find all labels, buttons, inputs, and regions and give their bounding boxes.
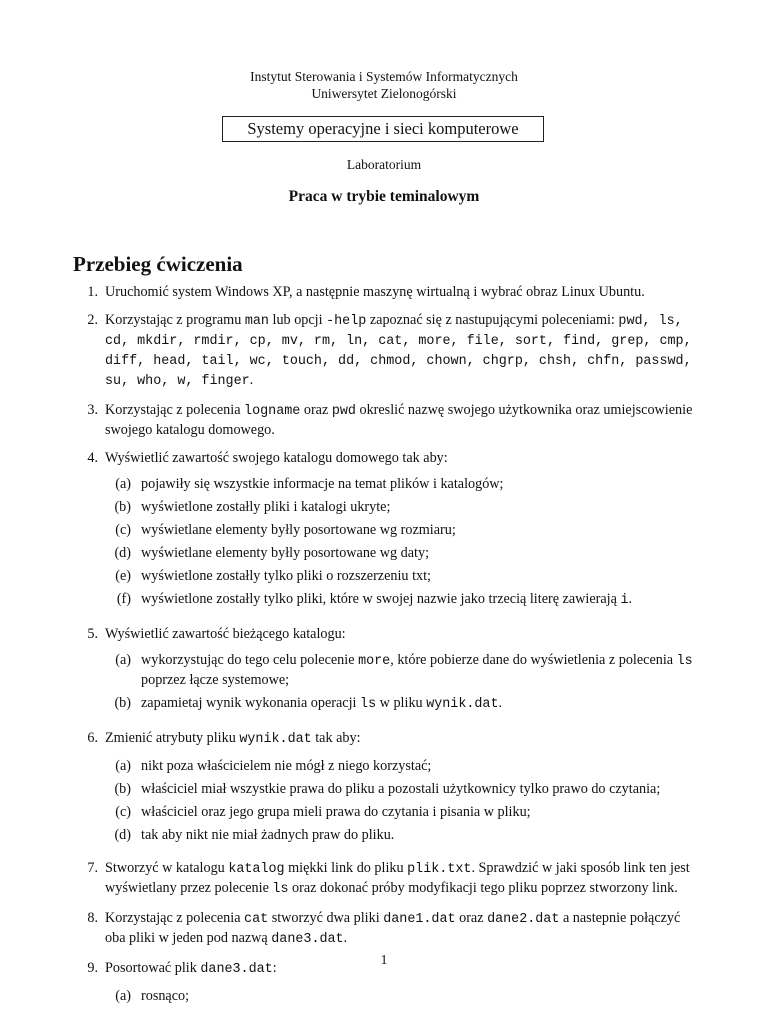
item-number: 9. bbox=[87, 960, 98, 976]
text-run: Korzystając z polecenia bbox=[105, 910, 245, 926]
list-item bbox=[73, 729, 695, 849]
section-title: Przebieg ćwiczenia bbox=[73, 252, 243, 276]
text-run: wykorzystując do tego celu polecenie bbox=[141, 652, 359, 668]
item-body bbox=[105, 401, 695, 439]
exercise-list bbox=[73, 283, 695, 1020]
text-run: . bbox=[498, 695, 503, 711]
inline-command: i bbox=[620, 593, 629, 608]
sub-item-text bbox=[141, 780, 695, 798]
item-text bbox=[105, 449, 695, 467]
sub-list-item bbox=[105, 780, 695, 798]
item-number: 7. bbox=[87, 860, 98, 876]
inline-command: dane1.dat bbox=[383, 912, 456, 927]
sub-list-item bbox=[105, 544, 695, 562]
text-run: Wyświetlić zawartość bieżącego katalogu: bbox=[105, 626, 346, 642]
sub-list-item bbox=[105, 757, 695, 775]
sub-list-item bbox=[105, 826, 695, 844]
item-text bbox=[105, 729, 695, 749]
inline-command: cat bbox=[244, 912, 269, 927]
inline-command: dane3.dat bbox=[271, 932, 344, 947]
text-run: stworzyć dwa pliki bbox=[268, 910, 384, 926]
text-run: wyświetlane elementy byłly posortowane wg rozmiaru; bbox=[141, 522, 456, 538]
inline-command: man bbox=[244, 314, 269, 329]
text-run: wyświetlone zostałly pliki i katalogi ukryte; bbox=[141, 499, 391, 515]
inline-command: ls bbox=[360, 697, 377, 712]
sub-item-label: (a) bbox=[115, 652, 131, 668]
item-body bbox=[105, 859, 695, 899]
sub-item-text bbox=[141, 987, 695, 1005]
list-item bbox=[73, 401, 695, 439]
sub-list bbox=[105, 475, 695, 610]
sub-item-label: (d) bbox=[114, 827, 131, 843]
lab-label: Laboratorium bbox=[346, 157, 422, 172]
text-run: Posortować plik bbox=[105, 960, 201, 976]
text-run: tak aby: bbox=[311, 730, 361, 746]
inline-command: plik.txt bbox=[407, 862, 472, 877]
sub-item-text bbox=[141, 498, 695, 516]
sub-list bbox=[105, 987, 695, 1005]
course-title-box: Systemy operacyjne i sieci komputerowe bbox=[222, 116, 544, 142]
item-text bbox=[105, 625, 695, 643]
item-body bbox=[105, 311, 695, 391]
sub-item-label: (c) bbox=[115, 522, 131, 538]
list-item bbox=[73, 311, 695, 391]
inline-command: ls bbox=[272, 882, 289, 897]
text-run: rosnąco; bbox=[141, 988, 190, 1004]
sub-item-label: (b) bbox=[114, 781, 131, 797]
item-number: 8. bbox=[87, 910, 98, 926]
sub-item-label: (b) bbox=[114, 695, 131, 711]
sub-item-text bbox=[141, 567, 695, 585]
text-run: . Sprawdzić w jaki sposób link ten jest wyświetlany przez polecenie bbox=[105, 860, 690, 896]
text-run: Zmienić atrybuty pliku bbox=[105, 730, 240, 746]
sub-item-text bbox=[141, 544, 695, 562]
text-run: pojawiły się wszystkie informacje na temat plików i katalogów; bbox=[141, 476, 504, 492]
inline-command: pwd, ls, cd, mkdir, rmdir, cp, mv, rm, ln, cat, more, file, sort, find, grep, cmp, diff, head, tail, wc, touch, dd, chmod, chown, chgrp, chsh, chfn, passwd, su, who, w, finger bbox=[105, 314, 692, 389]
sub-item-label: (d) bbox=[114, 545, 131, 561]
sub-item-label: (b) bbox=[114, 499, 131, 515]
text-run: miękki link do pliku bbox=[284, 860, 408, 876]
sub-list bbox=[105, 757, 695, 844]
inline-command: katalog bbox=[228, 862, 285, 877]
text-run: właściciel oraz jego grupa mieli prawa do czytania i pisania w pliku; bbox=[141, 804, 531, 820]
sub-item-text bbox=[141, 651, 695, 689]
sub-list-item bbox=[105, 498, 695, 516]
item-body bbox=[105, 625, 695, 719]
sub-item-label: (e) bbox=[115, 568, 131, 584]
item-body bbox=[105, 283, 695, 301]
inline-command: wynik.dat bbox=[426, 697, 499, 712]
item-text bbox=[105, 283, 695, 301]
sub-list-item bbox=[105, 521, 695, 539]
item-text bbox=[105, 859, 695, 899]
sub-item-text bbox=[141, 521, 695, 539]
item-body bbox=[105, 909, 695, 949]
sub-item-text bbox=[141, 694, 695, 714]
text-run: , które pobierze dane do wyświetlenia z polecenia bbox=[390, 652, 677, 668]
sub-list-item bbox=[105, 475, 695, 493]
item-number: 3. bbox=[87, 402, 98, 418]
text-run: Korzystając z polecenia bbox=[105, 402, 245, 418]
lab-title: Praca w trybie teminalowym bbox=[288, 188, 480, 205]
inline-command: -help bbox=[326, 314, 367, 329]
text-run: wyświetlone zostałly tylko pliki o rozszerzeniu txt; bbox=[141, 568, 431, 584]
text-run: a nastepnie połączyć oba pliki w jeden pod nazwą bbox=[105, 910, 681, 946]
item-body bbox=[105, 449, 695, 615]
sub-item-label: (f) bbox=[116, 591, 131, 607]
text-run: Uruchomić system Windows XP, a następnie maszynę wirtualną i wybrać obraz Linux Ubuntu. bbox=[105, 284, 645, 300]
sub-list-item bbox=[105, 590, 695, 610]
list-item bbox=[73, 909, 695, 949]
text-run: nikt poza właścicielem nie mógł z niego korzystać; bbox=[141, 758, 432, 774]
sub-list-item bbox=[105, 694, 695, 714]
inline-command: dane2.dat bbox=[487, 912, 560, 927]
item-text bbox=[105, 909, 695, 949]
sub-item-text bbox=[141, 475, 695, 493]
text-run: . bbox=[628, 591, 633, 607]
sub-item-label: (a) bbox=[115, 476, 131, 492]
sub-list-item bbox=[105, 567, 695, 585]
text-run: wyświetlane elementy byłly posortowane wg daty; bbox=[141, 545, 430, 561]
text-run: lub opcji bbox=[268, 312, 327, 328]
item-text bbox=[105, 311, 695, 391]
text-run: . bbox=[343, 930, 348, 946]
item-text bbox=[105, 401, 695, 439]
text-run: zapoznać się z nastupującymi poleceniami: bbox=[366, 312, 619, 328]
item-number: 6. bbox=[87, 730, 98, 746]
text-run: wyświetlone zostałly tylko pliki, które w swojej nazwie jako trzecią literę zawierają bbox=[141, 591, 621, 607]
text-run: Stworzyć w katalogu bbox=[105, 860, 229, 876]
sub-item-label: (a) bbox=[115, 758, 131, 774]
text-run: okreslić nazwę swojego użytkownika oraz umiejscowienie swojego katalogu domowego. bbox=[105, 402, 693, 438]
sub-list bbox=[105, 651, 695, 714]
inline-command: ls bbox=[676, 654, 693, 669]
text-run: w pliku bbox=[376, 695, 427, 711]
institute-name: Instytut Sterowania i Systemów Informatycznych bbox=[250, 69, 518, 84]
item-body bbox=[105, 729, 695, 849]
university-name: Uniwersytet Zielonogórski bbox=[311, 86, 457, 101]
list-item bbox=[73, 449, 695, 615]
text-run: : bbox=[272, 960, 277, 976]
sub-list-item bbox=[105, 987, 695, 1005]
list-item bbox=[73, 625, 695, 719]
text-run: Wyświetlić zawartość swojego katalogu domowego tak aby: bbox=[105, 450, 448, 466]
text-run: oraz bbox=[300, 402, 332, 418]
item-number: 2. bbox=[87, 312, 98, 328]
inline-command: pwd bbox=[331, 404, 356, 419]
sub-item-label: (a) bbox=[115, 988, 131, 1004]
text-run: zapamietaj wynik wykonania operacji bbox=[141, 695, 361, 711]
item-number: 1. bbox=[87, 284, 98, 300]
text-run: . bbox=[249, 372, 254, 388]
list-item bbox=[73, 859, 695, 899]
sub-item-text bbox=[141, 803, 695, 821]
inline-command: wynik.dat bbox=[239, 732, 312, 747]
page-number: 1 bbox=[380, 952, 388, 967]
text-run: oraz bbox=[455, 910, 488, 926]
sub-item-text bbox=[141, 757, 695, 775]
text-run: właściciel miał wszystkie prawa do pliku a pozostali użytkownicy tylko prawo do czytania; bbox=[141, 781, 661, 797]
text-run: oraz dokonać próby modyfikacji tego pliku poprzez stworzony link. bbox=[288, 880, 678, 896]
text-run: Korzystając z programu bbox=[105, 312, 245, 328]
sub-item-label: (c) bbox=[115, 804, 131, 820]
sub-list-item bbox=[105, 803, 695, 821]
text-run: poprzez łącze systemowe; bbox=[141, 672, 290, 688]
sub-item-text bbox=[141, 826, 695, 844]
inline-command: logname bbox=[244, 404, 301, 419]
inline-command: dane3.dat bbox=[200, 962, 273, 977]
sub-list-item bbox=[105, 651, 695, 689]
text-run: tak aby nikt nie miał żadnych praw do pliku. bbox=[141, 827, 395, 843]
item-number: 4. bbox=[87, 450, 98, 466]
sub-item-text bbox=[141, 590, 695, 610]
item-number: 5. bbox=[87, 626, 98, 642]
list-item bbox=[73, 283, 695, 301]
inline-command: more bbox=[358, 654, 391, 669]
